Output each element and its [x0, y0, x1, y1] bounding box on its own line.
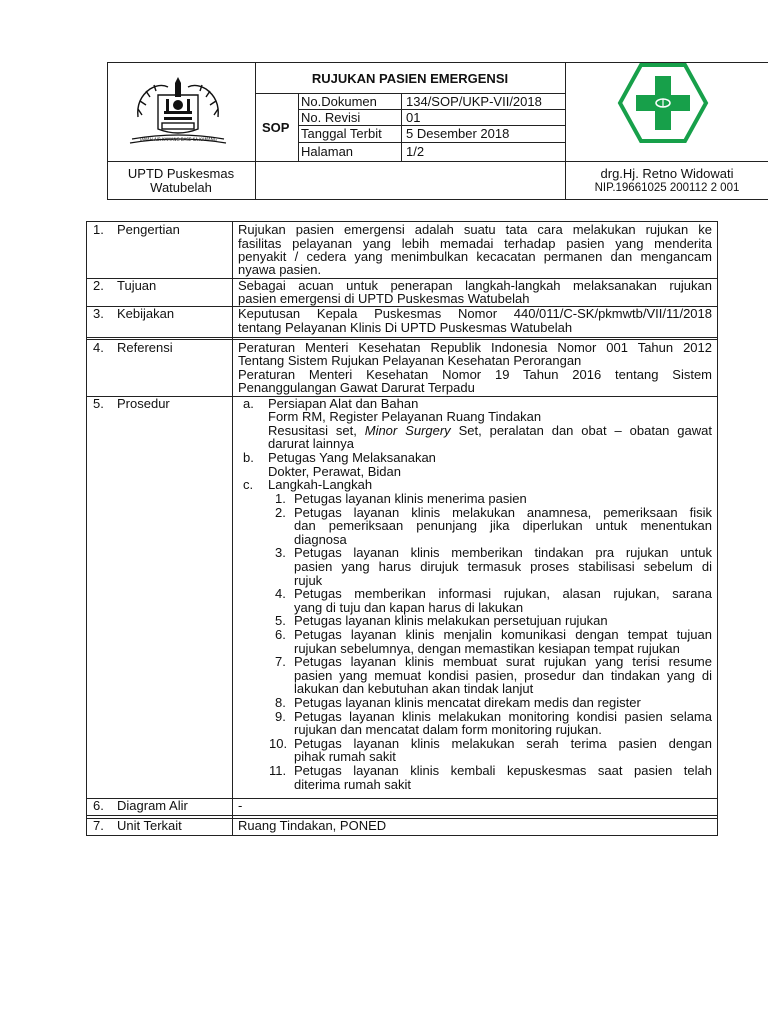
text-run-italic: Minor Surgery: [364, 423, 451, 438]
step-text-line: rujukan sebelumnya, dengan memastikan kesiapan tempat rujukan: [294, 640, 680, 656]
paragraph-line: penyakit / cedera yang menimbulkan kecacatan permanen dan mengancam: [238, 249, 712, 264]
step-text-line: Petugas layanan klinis kembali kepuskesmas saat pasien telah: [294, 763, 712, 778]
step-text-line: rujukan dan mencatat dalam form monitoring rujukan.: [294, 722, 602, 738]
field-label-no-revisi: No. Revisi: [301, 110, 361, 125]
paragraph-line: Peraturan Menteri Kesehatan Republik Indonesia Nomor 001 Tahun 2012: [238, 340, 712, 355]
logo-motto: TANAH AIR KAMANG BASE KA KAMANG: [139, 137, 217, 142]
field-label-halaman: Halaman: [301, 144, 354, 159]
step-text-line: Petugas layanan klinis melakukan serah terima pasien dengan: [294, 735, 712, 751]
step-text-line: Petugas layanan klinis menerima pasien: [294, 491, 527, 506]
org-name-line2: Watubelah: [150, 180, 212, 195]
step-number: 5.: [275, 613, 286, 629]
step-text-line: Petugas layanan klinis melakukan persetujuan rujukan: [294, 613, 608, 629]
step-text-line: Petugas layanan klinis membuat surat rujukan yang terisi resume: [294, 654, 712, 670]
subsection-line: Dokter, Perawat, Bidan: [268, 464, 401, 479]
step-number: 1.: [275, 491, 286, 506]
field-value-halaman: 1/2: [406, 144, 425, 159]
puskesmas-logo: [617, 62, 709, 144]
section-label: Kebijakan: [117, 306, 175, 321]
step-number: 7.: [275, 654, 286, 670]
text-run: Set, peralatan dan obat – obatan gawat: [450, 423, 712, 438]
org-name-line1: UPTD Puskesmas: [127, 166, 235, 181]
section-value: Ruang Tindakan, PONED: [238, 818, 387, 833]
step-text-line: Petugas layanan klinis melakukan anamnesa, pemeriksaan fisik: [294, 504, 712, 520]
paragraph-line: pasien emergensi di UPTD Puskesmas Watubelah: [238, 291, 530, 306]
signer-nip: NIP.19661025 200112 2 001: [594, 182, 740, 194]
step-text-line: yang di tuju dan kapan harus di lakukan: [294, 599, 524, 615]
subsection-title-a: Persiapan Alat dan Bahan: [268, 396, 419, 411]
paragraph-line: tentang Pelayanan Klinis Di UPTD Puskesmas Watubelah: [238, 320, 573, 335]
field-value-no-dokumen: 134/SOP/UKP-VII/2018: [406, 94, 542, 109]
sop-label: SOP: [262, 120, 290, 135]
section-label: Diagram Alir: [117, 798, 188, 813]
paragraph-line: fasilitas pelayanan yang lebih memadai terhadap pasien yang menderita: [238, 236, 712, 251]
regional-emblem-logo: [128, 77, 228, 149]
section-number: 4.: [93, 340, 104, 355]
paragraph-line: Tentang Sistem Rujukan Pelayanan Kesehatan Perorangan: [238, 353, 582, 368]
step-text-line: Petugas layanan klinis menjalin komunikasi dengan tempat tujuan: [294, 627, 712, 642]
step-text-line: diagnosa: [294, 531, 347, 547]
section-label: Pengertian: [117, 222, 180, 237]
step-text-line: Petugas memberikan informasi rujukan, alasan rujukan, sarana: [294, 586, 712, 602]
paragraph-line: Sebagai acuan untuk penerapan langkah-langkah melaksanakan rujukan: [238, 278, 712, 293]
step-text-line: Petugas layanan klinis mencatat direkam medis dan register: [294, 695, 641, 710]
step-text-line: pihak rumah sakit: [294, 749, 396, 765]
section-number: 5.: [93, 396, 104, 411]
section-number: 1.: [93, 222, 104, 237]
step-number: 2.: [275, 504, 286, 520]
step-number: 11.: [269, 763, 287, 778]
section-label: Unit Terkait: [117, 818, 182, 833]
section-number: 6.: [93, 798, 104, 813]
step-number: 9.: [275, 708, 286, 724]
section-number: 7.: [93, 818, 104, 833]
step-number: 4.: [275, 586, 286, 602]
step-text-line: diterima rumah sakit: [294, 776, 412, 792]
paragraph-line: Keputusan Kepala Puskesmas Nomor 440/011/C-SK/pkmwtb/VII/11/2018: [238, 306, 712, 321]
field-value-no-revisi: 01: [406, 110, 421, 125]
subsection-marker-b: b.: [243, 450, 254, 465]
step-text-line: dan pemeriksaan penunjang jika diperlukan untuk menentukan: [294, 518, 712, 534]
subsection-marker-a: a.: [243, 396, 254, 411]
step-text-line: Petugas layanan klinis melakukan monitoring kondisi pasien selama: [294, 708, 712, 724]
step-number: 10.: [269, 735, 288, 751]
subsection-line: Form RM, Register Pelayanan Ruang Tindakan: [268, 409, 542, 424]
paragraph-line: Peraturan Menteri Kesehatan Nomor 19 Tahun 2016 tentang Sistem: [238, 367, 712, 382]
step-text-line: Petugas layanan klinis memberikan tindakan pra rujukan untuk: [294, 545, 712, 561]
step-number: 6.: [275, 627, 286, 642]
subsection-marker-c: c.: [243, 477, 254, 492]
signer-name: drg.Hj. Retno Widowati: [600, 166, 734, 181]
paragraph-line: Rujukan pasien emergensi adalah suatu tata cara melakukan rujukan ke: [238, 222, 712, 237]
field-value-tanggal-terbit: 5 Desember 2018: [406, 126, 510, 141]
paragraph-line: nyawa pasien.: [238, 262, 322, 277]
subsection-line: darurat lainnya: [268, 436, 354, 451]
section-label: Referensi: [117, 340, 173, 355]
section-label: Tujuan: [117, 278, 157, 293]
step-text-line: pasien yang harus dirujuk termasuk proses stabilisasi sebelum di: [294, 559, 712, 574]
step-number: 8.: [275, 695, 286, 710]
step-text-line: pasien yang memuat kondisi pasien, prosedur dan tindakan yang di: [294, 667, 712, 683]
subsection-title-b: Petugas Yang Melaksanakan: [268, 450, 436, 465]
paragraph-line: Penanggulangan Gawat Darurat Terpadu: [238, 380, 475, 395]
step-number: 3.: [275, 545, 286, 561]
section-number: 2.: [93, 278, 104, 293]
step-text-line: rujuk: [294, 572, 323, 588]
text-run: Resusitasi set,: [268, 423, 365, 438]
field-label-no-dokumen: No.Dokumen: [301, 94, 377, 109]
section-number: 3.: [93, 306, 104, 321]
step-text-line: lakukan dan kebutuhan akan tindak lanjut: [294, 681, 534, 697]
section-label: Prosedur: [117, 396, 170, 411]
document-title: RUJUKAN PASIEN EMERGENSI: [311, 71, 509, 86]
field-label-tanggal-terbit: Tanggal Terbit: [301, 126, 382, 141]
subsection-title-c: Langkah-Langkah: [268, 477, 373, 492]
section-value: -: [238, 798, 243, 813]
